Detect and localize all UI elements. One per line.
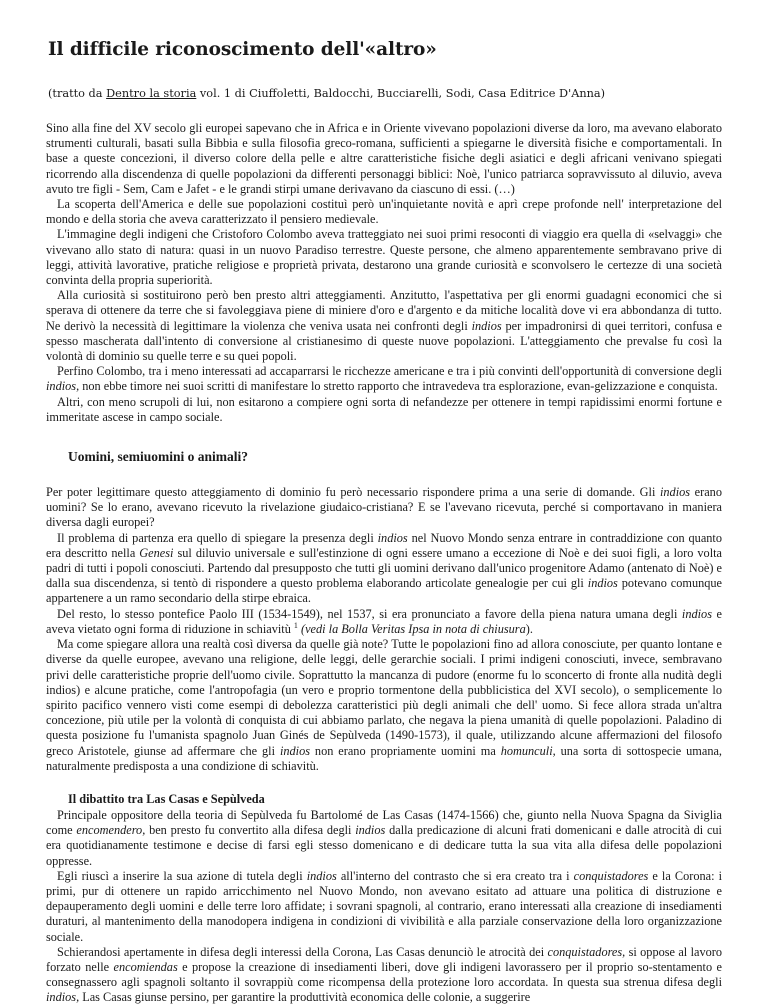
section2-paragraph-3: Schierandosi apertamente in difesa degli interessi della Corona, Las Casas denunciò le atrocità dei conquistadores, si oppose al lavoro forzato nelle encomiendas e propose la creazione di insediamenti liberi, dove gli indigeni lavorassero per il proprio so-stentamento e consegnassero agli spagnoli soltanto il sovrappiù come ricompensa della protezione loro accordata. In questa sua strenua difesa degli indios, Las Casas giunse persino, per garantire la produttività economica delle colonie, a suggerire <box>46 944 722 1005</box>
intro-paragraph-6: Altri, con meno scrupoli di lui, non esitarono a compiere ogni sorta di nefandezze per ottenere in tempi rapidissimi enormi fortune e immeritate ascese in campo sociale. <box>46 394 722 424</box>
term-encomiendas: encomiendas <box>113 959 178 974</box>
intro-paragraph-4: Alla curiosità si sostituirono però ben presto altri atteggiamenti. Anzitutto, l'aspettativa per gli enormi guadagni economici che si sperava di ottenere da terre che si favoleggiava piene di miniere d'oro e d'argento e da mitiche località dove vi era abbondanza di tutto. Ne derivò la necessità di legittimare la violenza che veniva usata nei confronti degli indios per impadronirsi di quei territori, confusa e spesso mascherata dall'intento di conversione al cristianesimo di queste nuove popolazioni. L'atteggiamento che prevalse fu così la volontà di dominio su quelle terre e su quei popoli. <box>46 288 722 364</box>
section1-paragraph-1: Per poter legittimare questo atteggiamento di dominio fu però necessario rispondere prima a una serie di domande. Gli indios erano uomini? Se lo erano, avevano ricevuto la rivelazione giudaico-cristiana? E se l'avevano ricevuta, perché si comportavano in maniera diversa dagli europei? <box>46 485 722 530</box>
intro-paragraph-3: L'immagine degli indigeni che Cristoforo Colombo aveva tratteggiato nei suoi primi resoconti di viaggio era quella di «selvaggi» che vivevano allo stato di natura: quasi in un nuovo Paradiso terrestre. Queste persone, che almeno apparentemente sembravano prive di leggi, attività lavorative, pratiche religiose e proprietà privata, destarono una grande curiosità e sconvolsero le certezze di una società convinta della propria superiorità. <box>46 227 722 288</box>
section1-paragraph-3: Del resto, lo stesso pontefice Paolo III (1534-1549), nel 1537, si era pronunciato a favore della piena natura umana degli indios e aveva vietato ogni forma di riduzione in schiavitù $^1$ (vedi la Bolla Veritas Ipsa in nota di chiusura). <box>46 606 722 636</box>
term-indios: indios <box>659 485 691 500</box>
term-genesi: Genesi <box>139 545 174 560</box>
intro-paragraph-2: La scoperta dell'America e delle sue popolazioni costituì però un'inquietante novità e aprì crepe profonde nell' interpretazione del mondo e della storia che aveva caratterizzato il pensiero medievale. <box>46 197 722 227</box>
page-title: Il difficile riconoscimento dell'«altro» <box>48 39 437 60</box>
source-prefix: (tratto da <box>48 87 107 100</box>
term-indios: indios <box>306 868 337 883</box>
term-indios: indios <box>377 530 408 545</box>
section-heading-uomini: Uomini, semiuomini o animali? <box>68 449 249 465</box>
term-conquistadores: conquistadores <box>573 868 649 883</box>
term-encomendero: encomendero, <box>76 823 146 838</box>
source-book-title: Dentro la storia <box>106 87 197 100</box>
source-citation <box>48 86 722 101</box>
term-conquistadores: conquistadores, <box>547 944 626 959</box>
section2-paragraph-1: Principale oppositore della teoria di Sepùlveda fu Bartolomé de Las Casas (1474-1566) che, giunto nella Nuova Spagna da Siviglia come encomendero, ben presto fu convertito alla difesa degli indios dalla predicazione di alcuni frati domenicani e dalle atrocità di cui era quotidianamente testimone e decise di farsi egli stesso domenicano e di dedicare tutta la sua vita alla difesa delle popolazioni oppresse. <box>46 807 722 868</box>
term-indios: indios <box>471 318 502 333</box>
section-heading-dibattito: Il dibattito tra Las Casas e Sepùlveda <box>68 791 265 806</box>
term-indios: indios <box>279 743 311 758</box>
term-indios: indios <box>681 606 712 621</box>
bolla-reference: (vedi la Bolla Veritas Ipsa in nota di chiusura <box>301 621 526 636</box>
section1-paragraph-4: Ma come spiegare allora una realtà così diversa da quelle già note? Tutte le popolazioni fino ad allora conosciute, per quanto lontane e diverse da quelle europee, avevano una religione, delle leggi, delle gerarchie sociali. I primi indigeni conosciuti, invece, sembravano privi delle caratteristiche proprie dell'uomo civile. Soprattutto la mancanza di pudore (enorme fu lo sconcerto di fronte alla nudità degli indios) e alcune pratiche, come l'antropofagia (un vero e proprio tormentone della pubblicistica del XVI secolo), o semplicemente lo spirito pacifico vennero visti come esempi di debolezza caratteristici più degli animali che dell' uomo. Si fece allora strada un'altra concezione, più utile per la volontà di conquista di cui abbiamo parlato, che negava la piena umanità di quelle popolazioni. Paladino di questa posizione fu l'umanista spagnolo Juan Ginés de Sepùlveda (1490-1573), il quale, utilizzando alcune affermazioni del filosofo greco Aristotele, giunse ad affermare che gli indios non erano propriamente uomini ma homunculi, una sorta di sottospecie umana, naturalmente predisposta a una condizione di schiavitù. <box>46 637 723 773</box>
term-homunculi: homunculi, <box>500 743 556 758</box>
footnote-marker[interactable]: 1 <box>293 620 298 630</box>
term-indios: indios, <box>46 379 80 394</box>
section2-paragraph-2: Egli riuscì a inserire la sua azione di tutela degli indios all'interno del contrasto che si era creato tra i conquistadores e la Corona: i primi, pur di ottenere un rapido arricchimento nel Nuovo Mondo, non avevano esitato ad attuare una politica di distruzione e depauperamento degli uomini e delle terre loro affidate; i sovrani spagnoli, al contrario, erano interessati alla creazione di insediamenti duraturi, al mantenimento della manodopera indigena in condizioni di vivibilità e alla parziale conservazione della loro organizzazione sociale. <box>46 868 722 944</box>
term-indios: indios, <box>46 990 80 1005</box>
term-indios: indios <box>355 823 386 838</box>
intro-paragraph-5: Perfino Colombo, tra i meno interessati ad accaparrarsi le ricchezze americane e tra i più convinti dell'opportunità di conversione degli indios, non ebbe timore nei suoi scritti di manifestare lo stretto rapporto che intravedeva tra esplorazione, evan-gelizzazione e conquista. <box>46 364 722 394</box>
section1-paragraph-2: Il problema di partenza era quello di spiegare la presenza degli indios nel Nuovo Mondo senza entrare in contraddizione con quanto era descritto nella Genesi sul diluvio universale e sull'estinzione di ogni essere umano a eccezione di Noè e dei suoi figli, a loro volta padri di tutti i popoli conosciuti. Partendo dal presupposto che tutti gli uomini derivano dall'unico progenitore Adamo (antenato di Noè) e dalla sua discendenza, si tentò di rispondere a questo problema elaborando articolate genealogie per cui gli indios potevano comunque appartenere a un ramo secondario della stirpe ebraica. <box>46 530 723 606</box>
term-indios: indios <box>587 576 618 591</box>
source-suffix: vol. 1 di Ciuffoletti, Baldocchi, Bucciarelli, Sodi, Casa Editrice D'Anna) <box>196 87 606 100</box>
intro-paragraph-1: Sino alla fine del XV secolo gli europei sapevano che in Africa e in Oriente vivevano popolazioni diverse da loro, ma avevano elaborato strumenti culturali, basati sulla Bibbia e sulla filosofia greco-romana, sufficienti a spiegarne le diversità fisiche e comportamentali. In base a queste concezioni, il diverso colore della pelle e altre caratteristiche fisiche degli asiatici e degli africani venivano spiegati ricorrendo alla discendenza di quelle popolazioni da differenti personaggi biblici: Noè, l'unico patriarca sopravvissuto al diluvio, aveva avuto tre figli - Sem, Cam e Jafet - e le grandi stirpi umane derivavano da ciascuno di essi. (…) <box>46 121 722 196</box>
